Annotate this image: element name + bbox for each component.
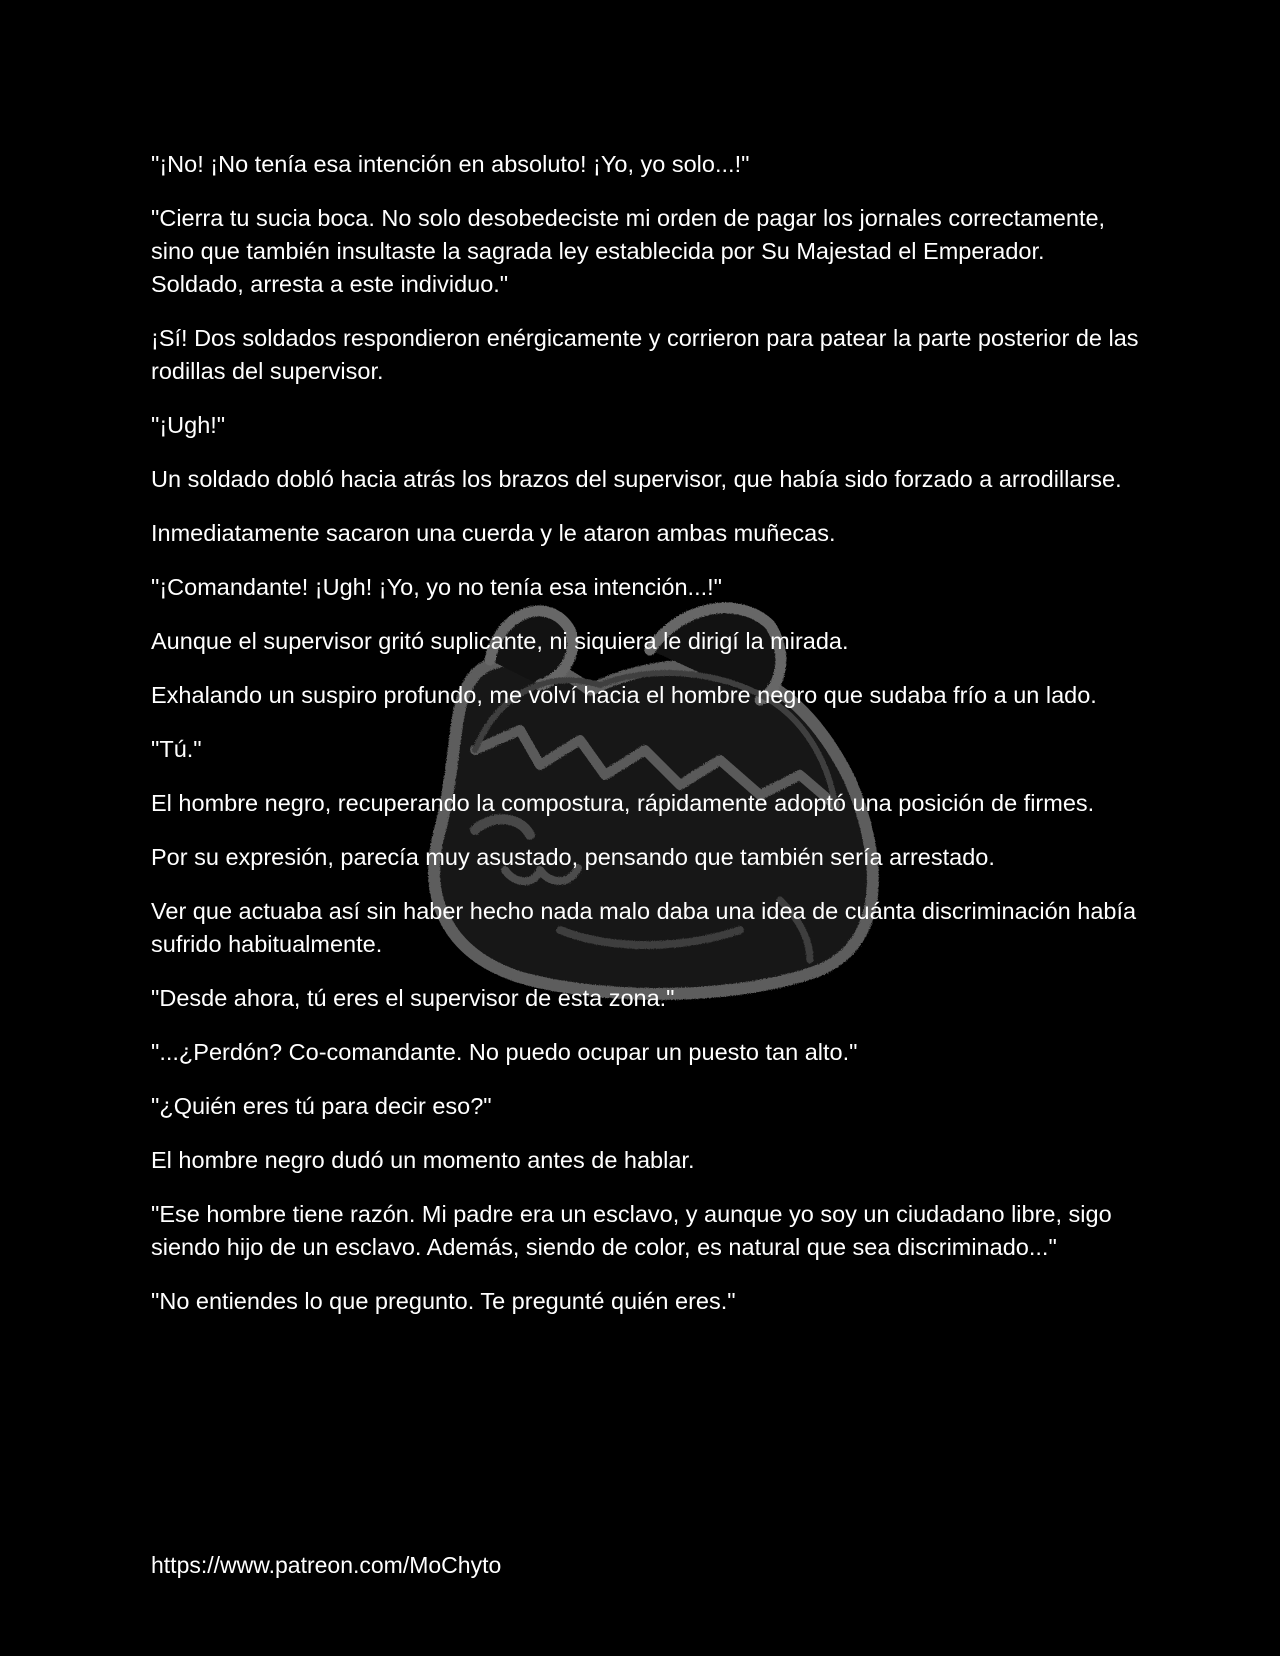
paragraph: Exhalando un suspiro profundo, me volví hacia el hombre negro que sudaba frío a un lado. [151,682,1097,708]
paragraph: "Desde ahora, tú eres el supervisor de esta zona." [151,985,675,1011]
paragraph: "No entiendes lo que pregunto. Te pregunté quién eres." [151,1288,736,1314]
patreon-link[interactable]: https://www.patreon.com/MoChyto [151,1552,502,1578]
paragraph: "Tú." [151,736,202,762]
paragraph: El hombre negro dudó un momento antes de hablar. [151,1147,695,1173]
paragraph: Por su expresión, parecía muy asustado, pensando que también sería arrestado. [151,844,995,870]
paragraph: Inmediatamente sacaron una cuerda y le ataron ambas muñecas. [151,520,836,546]
paragraph: "Ese hombre tiene razón. Mi padre era un esclavo, y aunque yo soy un ciudadano libre, sigo siendo hijo de un esclavo. Además, siendo de color, es natural que sea discriminado..." [151,1201,1112,1260]
paragraph: El hombre negro, recuperando la compostura, rápidamente adoptó una posición de firmes. [151,790,1095,816]
paragraph: "¿Quién eres tú para decir eso?" [151,1093,492,1119]
paragraph: Aunque el supervisor gritó suplicante, ni siquiera le dirigí la mirada. [151,628,849,654]
paragraph: Ver que actuaba así sin haber hecho nada malo daba una idea de cuánta discriminación había sufrido habitualmente. [151,898,1137,957]
paragraph: "¡No! ¡No tenía esa intención en absoluto! ¡Yo, yo solo...!" [151,151,750,177]
paragraph: "¡Comandante! ¡Ugh! ¡Yo, yo no tenía esa intención...!" [151,574,723,600]
paragraph: ¡Sí! Dos soldados respondieron enérgicamente y corrieron para patear la parte posterior de las rodillas del supervisor. [151,325,1139,384]
paragraph: "...¿Perdón? Co-comandante. No puedo ocupar un puesto tan alto." [151,1039,858,1065]
paragraph: "Cierra tu sucia boca. No solo desobedeciste mi orden de pagar los jornales correctamente, sino que también insultaste la sagrada ley establecida por Su Majestad el Emperador. Soldado, arresta a este individuo." [151,205,1106,297]
paragraph: Un soldado dobló hacia atrás los brazos del supervisor, que había sido forzado a arrodillarse. [151,466,1122,492]
story-text [151,148,1141,1339]
paragraph: "¡Ugh!" [151,412,226,438]
